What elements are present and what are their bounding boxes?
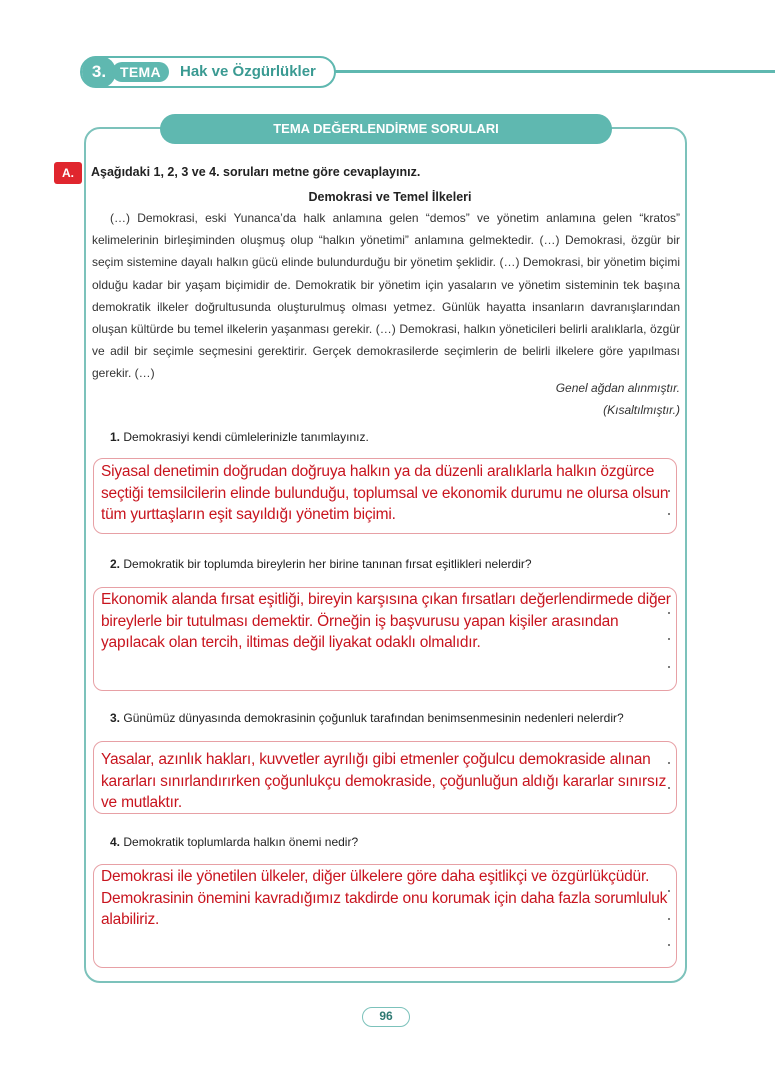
question-3	[110, 710, 685, 726]
question-text: Demokratik bir toplumda bireylerin her birine tanınan fırsat eşitlikleri nelerdir?	[123, 557, 532, 571]
question-number: 3.	[110, 711, 121, 725]
reading-title: Demokrasi ve Temel İlkeleri	[308, 190, 472, 204]
theme-title: Hak ve Özgürlükler	[180, 63, 316, 80]
question-1	[110, 429, 685, 445]
question-2	[110, 556, 685, 572]
answer-1: Siyasal denetimin doğrudan doğruya halkın ya da düzenli aralıklarla halkın özgürce seçtiği temsilcilerin elinde bulunduğu, toplumsal ve ekonomik durumu ne olursa olsun tüm yurttaşların eşit sayıldığı yönetim biçimi.	[101, 463, 669, 523]
page-number: 96	[362, 1007, 410, 1027]
line-dot	[668, 918, 670, 920]
reading-body: (…) Demokrasi, eski Yunanca’da halk anlamına gelen “demos” ve yönetim anlamına gelen “kratos” kelimelerinin birleşiminden oluşmuş olup “halkın yönetimi” anlamına gelmektedir. (…) Demokrasi, özgür bir seçim sistemine dayalı halkın gücü elinde bulundurduğu bir yönetim şeklidir. (…) Demokrasi, bir yönetim biçimi olduğu kadar bir yaşam biçimidir de. Demokratik bir yönetim için yasaların ve yönetim sisteminin tek başına demokratik ilkeler doğrultusunda oluşturulmuş olması yetmez. Günlük hayatta insanların davranışlarından oluşan kültürde bu temel ilkelerin yaşanması gerekir. (…) Demokrasi, halkın yöneticileri belirli aralıklarla, özgür ve adil bir seçimle seçmesini gerektirir. Gerçek demokrasilerde seçimlerin de belirli ilkelere göre yapılması gerekir. (…)	[92, 211, 680, 381]
section-title: TEMA DEĞERLENDİRME SORULARI	[160, 114, 612, 144]
line-dot	[668, 890, 670, 892]
question-text: Demokratik toplumlarda halkın önemi nedir?	[123, 835, 359, 849]
question-4	[110, 834, 685, 850]
line-dot	[668, 762, 670, 764]
line-dot	[668, 666, 670, 668]
answer-3: Yasalar, azınlık hakları, kuvvetler ayrılığı gibi etmenler çoğulcu demokraside alınan kararları sınırlandırırken çoğunlukçu demokraside, çoğunluğun aldığı kararlar sınırsız ve mutlaktır.	[101, 751, 667, 811]
abridged-note: (Kısaltılmıştır.)	[603, 403, 680, 417]
line-dot	[668, 490, 670, 492]
question-number: 4.	[110, 835, 121, 849]
line-dot	[668, 638, 670, 640]
theme-number: 3.	[82, 56, 116, 88]
theme-badge: TEMA	[112, 62, 169, 82]
line-dot	[668, 944, 670, 946]
answer-2: Ekonomik alanda fırsat eşitliği, bireyin karşısına çıkan fırsatları değerlendirmede diğer bireylerle bir tutulması demektir. Örneğin iş başvurusu yapan kişiler arasından yapılacak olan tercih, iltimas değil liyakat odaklı olmalıdır.	[101, 591, 671, 651]
line-dot	[668, 513, 670, 515]
line-dot	[668, 787, 670, 789]
question-number: 2.	[110, 557, 121, 571]
header-rule	[330, 70, 775, 73]
part-a-badge: A.	[54, 162, 82, 184]
line-dot	[668, 612, 670, 614]
source-note: Genel ağdan alınmıştır.	[555, 381, 680, 395]
question-number: 1.	[110, 430, 121, 444]
question-text: Günümüz dünyasında demokrasinin çoğunluk tarafından benimsenmesinin nedenleri nelerdir?	[123, 711, 624, 725]
part-a-instruction: Aşağıdaki 1, 2, 3 ve 4. soruları metne göre cevaplayınız.	[91, 165, 421, 179]
answer-4: Demokrasi ile yönetilen ülkeler, diğer ülkelere göre daha eşitlikçi ve özgürlükçüdür. Demokrasinin önemini kavradığımız takdirde onu korumak için daha fazla sorumluluk alabiliriz.	[101, 868, 668, 928]
question-text: Demokrasiyi kendi cümlelerinizle tanımlayınız.	[123, 430, 369, 444]
